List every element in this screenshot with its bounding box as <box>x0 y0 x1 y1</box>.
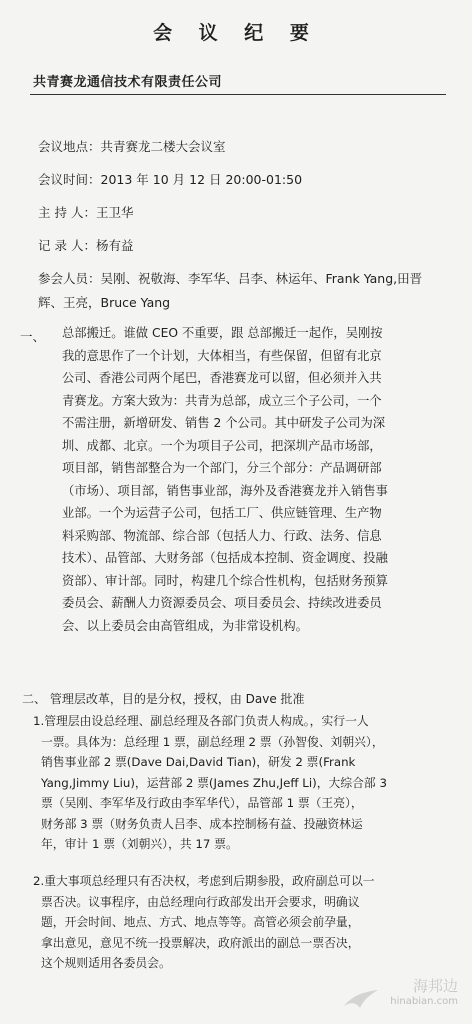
section1-line: 项目部，销售部整合为一个部门，分三个部分：产品调研部 <box>62 461 382 475</box>
attendees-value-line1: 吴刚、祝敬海、李军华、吕李、林运年、Frank Yang,田晋 <box>100 271 423 286</box>
section1-body <box>62 322 388 637</box>
document-title: 会 议 纪 要 <box>153 22 319 44</box>
recorder-row <box>38 236 133 254</box>
item2-line: 题，开会时间、地点、方式、地点等等。高管必须会前孕量， <box>41 915 360 929</box>
location-label: 会议地点： <box>38 139 101 154</box>
meeting-location-row <box>38 137 226 155</box>
item1-line: 1.管理层由设总经理、副总经理及各部门负责人构成。，实行一人 <box>33 714 369 728</box>
watermark <box>390 978 458 1010</box>
section1-line: 我的意思作了一个计划，大体相当，有些保留，但留有北京 <box>62 348 382 363</box>
item1-line: 票（吴刚、李军华及行政由李军华代），品管部 1 票（王亮）， <box>41 796 363 810</box>
item1-line: 一票。具体为：总经理 1 票，副总经理 2 票（孙智俊、刘朝兴）， <box>41 734 384 749</box>
section1-line: 会、以上委员会由高管组成，为非常设机构。 <box>62 618 308 633</box>
item1-line: 年，审计 1 票（刘朝兴），共 17 票。 <box>41 837 238 851</box>
host-label: 主 持 人： <box>38 205 96 220</box>
time-label: 会议时间： <box>38 172 101 187</box>
section2-item1 <box>33 711 387 855</box>
location-value: 共青赛龙二楼大会议室 <box>100 139 226 154</box>
header-divider <box>30 94 446 95</box>
section1-line: 料采购部、物流部、综合部（包括人力、行政、法务、信息 <box>62 528 382 543</box>
section1-line: 圳、成都、北京。一个为项目子公司，把深圳产品市场部， <box>62 438 382 453</box>
section1-line: 青赛龙。方案大致为：共青为总部，成立三个子公司，一个 <box>62 393 382 408</box>
item2-line: 这个规则适用各委员会。 <box>41 956 171 970</box>
section2-item2 <box>33 871 375 974</box>
item2-line: 2.重大事项总经理只有否决权，考虑到后期参股，政府副总可以一 <box>33 874 375 888</box>
attendees-label: 参会人员： <box>38 271 101 286</box>
attendees-row <box>38 269 422 287</box>
time-value: 2013 年 10 月 12 日 20:00-01:50 <box>100 172 303 187</box>
item1-line: 销售事业部 2 票(Dave Dai,David Tian)，研发 2 票(Frank <box>41 755 356 769</box>
host-value: 王卫华 <box>95 205 134 220</box>
section1-line: 不需注册，新增研发、销售 2 个公司。其中研发子公司为深 <box>62 416 386 430</box>
watermark-text: 海邦边 <box>412 977 458 995</box>
company-name: 共青赛龙通信技术有限责任公司 <box>33 75 223 90</box>
section1-line: 资部）、审计部。同时，构建几个综合性机构，包括财务预算 <box>62 573 388 588</box>
item2-line: 拿出意见，意见不统一投票解决，政府派出的副总一票否决， <box>41 935 360 950</box>
watermark-url: hinabian.com <box>390 996 458 1007</box>
meeting-time-row <box>38 170 302 188</box>
item1-line: 财务部 3 票（财务负责人吕李、成本控制杨有益、投融资林运 <box>41 816 363 831</box>
section2-heading: 二、 管理层改革，目的是分权，授权，由 Dave 批准 <box>22 692 305 706</box>
section1-line: 业部。一个为运营子公司，包括工厂、供应链管理、生产物 <box>62 506 382 520</box>
section1-line: （市场）、项目部，销售事业部，海外及香港赛龙并入销售事 <box>62 483 388 498</box>
bird-watermark-icon <box>342 986 380 1012</box>
item1-line: Yang,Jimmy Liu)，运营部 2 票(James Zhu,Jeff Li)，大综合部 3 <box>41 775 387 790</box>
item2-line: 票否决。议事程序，由总经理向行政部发出开会要求，明确议 <box>41 894 360 909</box>
section1-line: 委员会、薪酬人力资源委员会、项目委员会、持续改进委员 <box>62 596 382 610</box>
section1-line: 总部搬迁。谁做 CEO 不重要，跟 总部搬迁一起作，吴刚按 <box>62 326 383 340</box>
section1-number: 一、 <box>20 329 46 344</box>
host-row <box>38 203 133 221</box>
attendees-value-line2: 辉、王亮，Bruce Yang <box>38 295 171 310</box>
recorder-label: 记 录 人： <box>38 238 96 253</box>
section1-line: 公司、香港公司两个尾巴，香港赛龙可以留，但必须并入共 <box>62 371 382 385</box>
section1-line: 技术）、品管部、大财务部（包括成本控制、资金调度、投融 <box>62 551 388 565</box>
recorder-value: 杨有益 <box>95 238 134 253</box>
